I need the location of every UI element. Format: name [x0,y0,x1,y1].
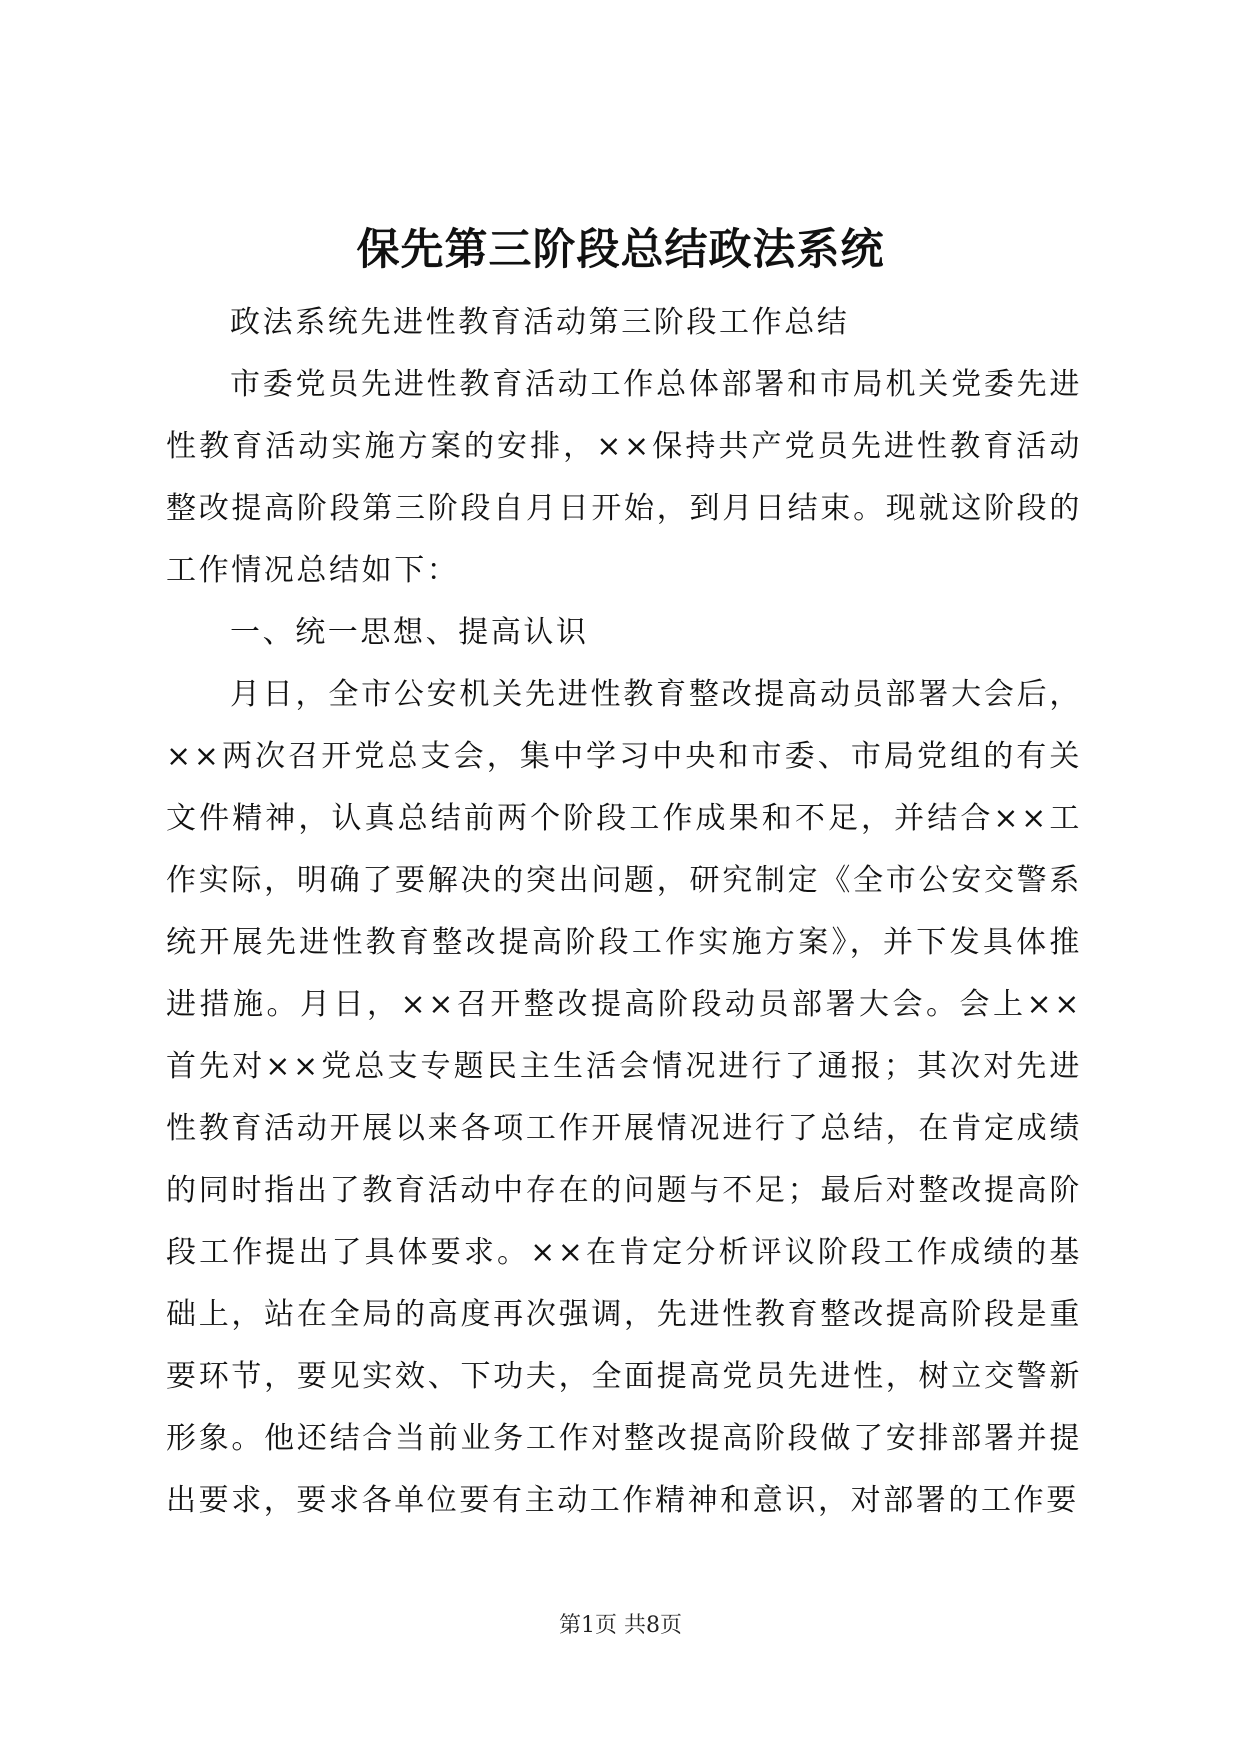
document-body [166,292,1082,1532]
document-title: 保先第三阶段总结政法系统 [356,225,885,275]
page-number-footer: 第1页 共8页 [559,1613,682,1638]
subtitle-paragraph: 政法系统先进性教育活动第三阶段工作总结 [230,305,850,340]
section-heading: 一、统一思想、提高认识 [230,615,589,650]
section-paragraph: 月日，全市公安机关先进性教育整改提高动员部署大会后，××两次召开党总支会，集中学习中央和市委、市局党组的有关文件精神，认真总结前两个阶段工作成果和不足，并结合××工作实际，明确了要解决的突出问题，研究制定《全市公安交警系统开展先进性教育整改提高阶段工作实施方案》，并下发具体推进措施。月日，××召开整改提高阶段动员部署大会。会上××首先对××党总支专题民主生活会情况进行了通报；其次对先进性教育活动开展以来各项工作开展情况进行了总结，在肯定成绩的同时指出了教育活动中存在的问题与不足；最后对整改提高阶段工作提出了具体要求。××在肯定分析评议阶段工作成绩的基础上，站在全局的高度再次强调，先进性教育整改提高阶段是重要环节，要见实效、下功夫，全面提高党员先进性，树立交警新形象。他还结合当前业务工作对整改提高阶段做了安排部署并提出要求，要求各单位要有主动工作精神和意识，对部署的工作要 [166,677,1082,1518]
intro-paragraph: 市委党员先进性教育活动工作总体部署和市局机关党委先进性教育活动实施方案的安排，××保持共产党员先进性教育活动整改提高阶段第三阶段自月日开始，到月日结束。现就这阶段的工作情况总结如下： [166,367,1082,588]
